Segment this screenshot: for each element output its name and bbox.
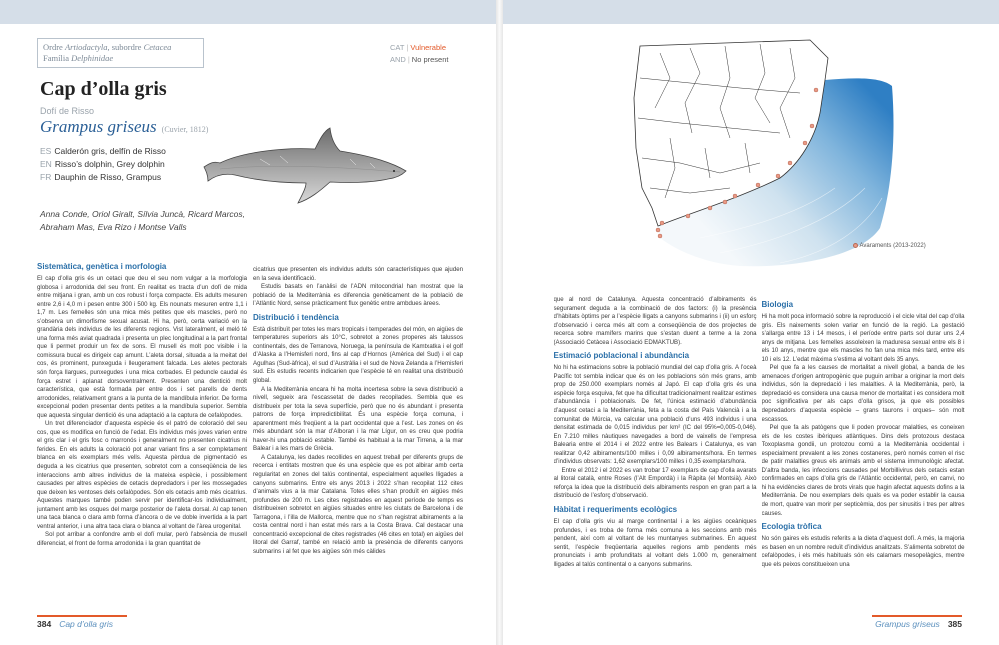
heading-population: Estimació poblacional i abundància bbox=[553, 351, 690, 361]
paragraph: Pel que fa als patògens que li poden provocar malalties, es coneixen els de les costes ibèriques atlàntiques. Dins dels protozous destaca Toxoplasma gondii, un protozou comú a la Mediterrània occidental i especialment prevalent a les zones costaneres, però només corren el risc de patir malalties greus els animals amb el sistema immunològic afectat. D’altra banda, les infeccions causades pel Morbillivirus dels cetacis estan confirmades en caps d’olla gris de l’Atlàntic occidental, però, en canvi, no hi ha evidències clares de brots virals que hagin afectat aquests dofins a la Mediterrània. De nou exemplars dels quals es va poder establir la causa de mort, quatre van morir per septicèmia, dos per sinusitis i tres per altres causes. bbox=[761, 424, 965, 517]
text-column-4 bbox=[762, 296, 965, 610]
text-column-2 bbox=[253, 266, 463, 610]
footer-accent-line bbox=[37, 615, 127, 617]
left-footer bbox=[37, 619, 121, 629]
legend-marker bbox=[853, 243, 858, 248]
status-and-value: No present bbox=[411, 55, 449, 64]
paragraph: Està distribuït per totes les mars tropicals i temperades del món, en aigües de temperatures superiors als 10°C, sobretot a zones properes als talussos continentals, des de Terranova, Noruega, la península de Kamtxatka i el golf d’Alaska a l’Hemisferi nord, fins al cap d’Hornos (Amèrica del Sud) i el cap Agulhas (Sud-àfrica), el sud d’Austràlia i el sud de Nova Zelanda a l’Hemisferi sud. Els estudis recents indicarien que l’espècie té en realitat una distribució global. bbox=[253, 325, 463, 385]
status-cat-value: Vulnerable bbox=[410, 43, 446, 52]
map-legend: Avaraments (2013-2022) bbox=[853, 243, 926, 249]
vernacular-fr: FR Dauphin de Risso, Grampus bbox=[40, 172, 162, 182]
taxonomy-box bbox=[37, 38, 204, 68]
top-band bbox=[0, 0, 500, 24]
page-number: 384 bbox=[37, 619, 52, 629]
paragraph: Hi ha molt poca informació sobre la reproducció i el cicle vital del cap d’olla gris. Els naixements solen variar en funció de la regió. La gestació s’allarga entre 13 i 14 mesos, i el període entre parts sol durar uns 2,4 anys de mitjana. Les femelles assoleixen la maduresa sexual entre els 8 i els 10 anys, mentre que els mascles ho fan una mica més tard, entre els 10 i els 12. L’edat màxima s’estima al voltant dels 35 anys. bbox=[761, 313, 965, 363]
taxonomy-family-line: Família Delphinidae bbox=[43, 53, 114, 63]
running-title: Cap d’olla gris bbox=[59, 619, 114, 629]
paragraph: A la Mediterrània encara hi ha molta incertesa sobre la seva distribució a nivell, segueix ara l’escassetat de dades recopilades. Sembla que es distribueix per tota la seva superfície, però que no és abundant i presenta patrons de força impredictibilitat. És una espècie força comuna, i aparentment més freqüent a la part occidental que a l’est. Les zones on és més abundant són la mar d’Alboran i la mar Lígur, on es creu que podria haver-hi una població estable. També és habitual a la mar Tirrena, a la mar Balear i a les mars de Grècia. bbox=[253, 385, 463, 453]
species-title: Cap d’olla gris bbox=[40, 78, 167, 100]
paragraph: A Catalunya, les dades recollides en aquest treball per diferents grups de recerca i entitats mostren que és una espècie que es pot albirar amb certa regularitat en zones del talús continental, especialment aquelles lligades a canyons submarins. Entre els anys 2013 i 2022 s’han recopilat 112 cites d’animals vius a la mar Catalana. Totes elles s’han produït en aigües més profundes de 200 m. Les cites registrades en aquest període de temps es distribueixen sobretot en aigües situades entre les ciutats de Barcelona i de Tarragona, i l’illa de Mallorca, mentre que no s’han registrat albiraments a la costa central nord i han estat més rars a la Costa Brava. Cal destacar una concentració excepcional de cites registrades (46 cites en total) en aigües del litoral del Garraf, també en relació amb la presència de diferents canyons submarins i al fet que les aigües són més càlides bbox=[253, 453, 463, 555]
heading-biology: Biologia bbox=[761, 300, 794, 309]
scientific-author: (Cuvier, 1812) bbox=[161, 125, 209, 134]
heading-habitat: Hàbitat i requeriments ecològics bbox=[553, 505, 678, 515]
status-cat-label: CAT bbox=[390, 43, 405, 52]
book-gutter bbox=[496, 0, 503, 645]
species-subtitle: Dofí de Risso bbox=[40, 106, 95, 116]
paragraph: que al nord de Catalunya. Aquesta concentració d’albiraments és segurament deguda a la combinació de dos factors: (i) la presència d’hàbitats òptims per a l’espècie lligats a canyons submarins i (ii) un esforç d’observació i cerca més alt com a conseqüència de dos projectes de recerca sobre mamífers marins que s’estan duent a terme a la zona (Associació Cetàcea i Associació EDMAKTUB). bbox=[553, 296, 757, 346]
text-column-3 bbox=[554, 296, 757, 610]
paragraph: Pel que fa a les causes de mortalitat a nivell global, a banda de les amenaces d’origen antropogènic que puguin arribar a originar la mort dels individus, són la depredació i les malalties. A la Mediterrània, però, la depredació es considera una causa menor de mortalitat i es considera molt poc significativa per als caps d’olla grisos, ja que els possibles depredadors d’aquesta espècie – grans taurons i orques– són molt escassos. bbox=[761, 364, 965, 423]
right-footer bbox=[867, 619, 962, 629]
page-number: 385 bbox=[947, 619, 962, 629]
status-and-label: AND bbox=[390, 55, 406, 64]
paragraph: Entre el 2012 i el 2022 es van trobar 17 exemplars de cap d’olla avarats al litoral català, entre Roses (l’Alt Empordà) i la Ràpita (el Montsià). Això reforça la idea que la distribució dels albiraments respon en gran part a la distribució de l’esforç d’observació. bbox=[553, 466, 757, 500]
paragraph: No són gaires els estudis referits a la dieta d’aquest dofí. A més, la majoria es basen en un nombre reduït d’individus analitzats. S’alimenta sobretot de cefalòpodes, i els més habituals són els calamars mesopelàgics, mentre que els peixos constitueixen una bbox=[761, 535, 965, 568]
conservation-status: CAT | Vulnerable AND | No present bbox=[390, 43, 449, 64]
authors: Anna Conde, Oriol Giralt, Sílvia Juncà, Ricard Marcos, Abraham Mas, Eva Rizo i Montse Valls bbox=[40, 209, 246, 232]
dolphin-illustration bbox=[200, 125, 410, 215]
paragraph: Un tret diferenciador d’aquesta espècie és el patró de coloració del seu cos, que es modifica en funció de l’edat. Els individus més joves varien entre el gris clar i el gris fosc o marronós i generalment no presenten cicatrius ni ferides. En els adults la coloració pot anar variant fins a ser completament blanca en els exemplars més vells. Aquesta pèrdua de pigmentació es deguda a les cicatrius que presenten, sobretot com a conseqüència de les interaccions amb altres individus de la mateixa espècie, i possiblement causades per altres espècies de cetacis depredadors i per les mossegades que deixen les ventoses dels cefalòpodes. Són els cetacis amb més cicatrius. Aquestes marques també poden servir per identificar-los individualment, juntament amb les osques del marge posterior de l’aleta dorsal. Al cap tenen una taca blanca o clara amb forma d’àncora o de ve doble invertida a la part ventral anterior, i una altra taca clara o blanca al voltant de l’àrea urogenital. bbox=[37, 420, 247, 530]
top-band bbox=[500, 0, 999, 24]
vernacular-en: EN Risso’s dolphin, Grey dolphin bbox=[40, 159, 165, 169]
paragraph: cicatrius que presenten els individus adults són característiques que ajuden en la seva identificació. bbox=[253, 266, 463, 282]
vernacular-es: ES Calderón gris, delfín de Risso bbox=[40, 146, 166, 156]
paragraph: El cap d’olla gris viu al marge continental i a les aigües oceàniques profundes, i es troba de forma més comuna a les seccions amb més pendent, així com al voltant de les muntanyes submarines. En aquest sentit, l’espècie freqüentaria aquelles regions amb pendents més pronunciats i amb profunditats al voltant dels 1.000 m, generalment lligades al talús continental o a canyons submarins. bbox=[553, 518, 757, 568]
taxonomy-order-line: Ordre Artiodactyla, subordre Cetacea bbox=[43, 42, 172, 52]
scientific-name: Grampus griseus (Cuvier, 1812) bbox=[40, 117, 209, 136]
heading-systematics: Sistemàtica, genètica i morfologia bbox=[37, 262, 167, 271]
paragraph: Sol pot arribar a confondre amb el dofí mular, però l’absència de musell diferenciat, el front de forma arrodonida i la gran quantitat de bbox=[37, 531, 247, 547]
paragraph: Estudis basats en l’anàlisi de l’ADN mitocondrial han mostrat que la població de la Mediterrània es diferencia genèticament de la població de l’Atlàntic Nord, sense pràcticament flux genètic entre ambdues àrees. bbox=[253, 283, 463, 308]
text-column-1 bbox=[37, 258, 247, 610]
running-title: Grampus griseus bbox=[875, 619, 940, 629]
right-page bbox=[500, 0, 999, 645]
heading-distribution: Distribució i tendència bbox=[253, 312, 339, 322]
paragraph: No hi ha estimacions sobre la població mundial del cap d’olla gris. A l’oceà Pacífic tot sembla indicar que és on les poblacions són més grans, amb prop de 250.000 exemplars només al Japó. El cap d’olla gris és una espècie força esquiva, fet que ha dificultat tradicionalment realitzar estimes d’abundància i poblacionals. De fet, l’única estimació d’abundància d’aquest cetaci a la Mediterrània, feta a la costa del País Valencià i a la comunitat de Múrcia, va calcular una població d’uns 493 individus i una densitat estimada de 0,015 individus per km² (IC del 95%=0,005-0,046). En 7.210 milles nàutiques navegades a bord de vaixells de l’empresa Balearia entre el 2014 i el 2022 entre les Balears i Catalunya, es van realitzar 0,42 albiraments/100 milles i 0,09 albiraments/hora. En termes d’individus observats: 1,62 exemplars/100 milles i 0,35 exemplars/hora. bbox=[553, 364, 757, 466]
heading-trophic-ecology: Ecologia tròfica bbox=[761, 522, 822, 532]
footer-accent-line bbox=[872, 615, 962, 617]
paragraph: El cap d’olla gris és un cetaci que deu el seu nom vulgar a la morfologia globosa i arrodonida del seu front. En realitat es tracta d’un dofí de mida entre mitjana i gran, amb un cos robust i força compacte. Els adults mesuren entre 2,6 i 4,0 m i pesen entre 300 i 500 kg. Els nounats mesuren entre 1,1 i 1,7 m. Les femelles són una mica més petites que els mascles, però no s’observa un dimorfisme sexual acusat. Hi ha, però, certa variació en la grandària dels individus de les diferents regions. Vist lateralment, el meló té una forma més aviat quadrada i presenta un plec longitudinal a la part frontal que li permet produir un fex de sons. El musell és molt poc visible i la comissura bucal es dirigeix cap amunt. L’aleta dorsal, situada a la meitat del cos, és prominent, punxeguda i lleugerament falcada. Les aletes pectorals són força llargues, punxegudes i una mica corbades. El peduncle caudal és força estret i aplanat dorsoventralment. Presenten una dentició molt característica, que està formada per entre dos i set parells de dents arrodonides, relativament grans a la punta de la mandíbula inferior. De forma excepcional poden presentar dents petites a la mandíbula superior. Sembla que aquesta singular dentició és una adaptació a la captura de cefalòpodes. bbox=[37, 275, 247, 419]
